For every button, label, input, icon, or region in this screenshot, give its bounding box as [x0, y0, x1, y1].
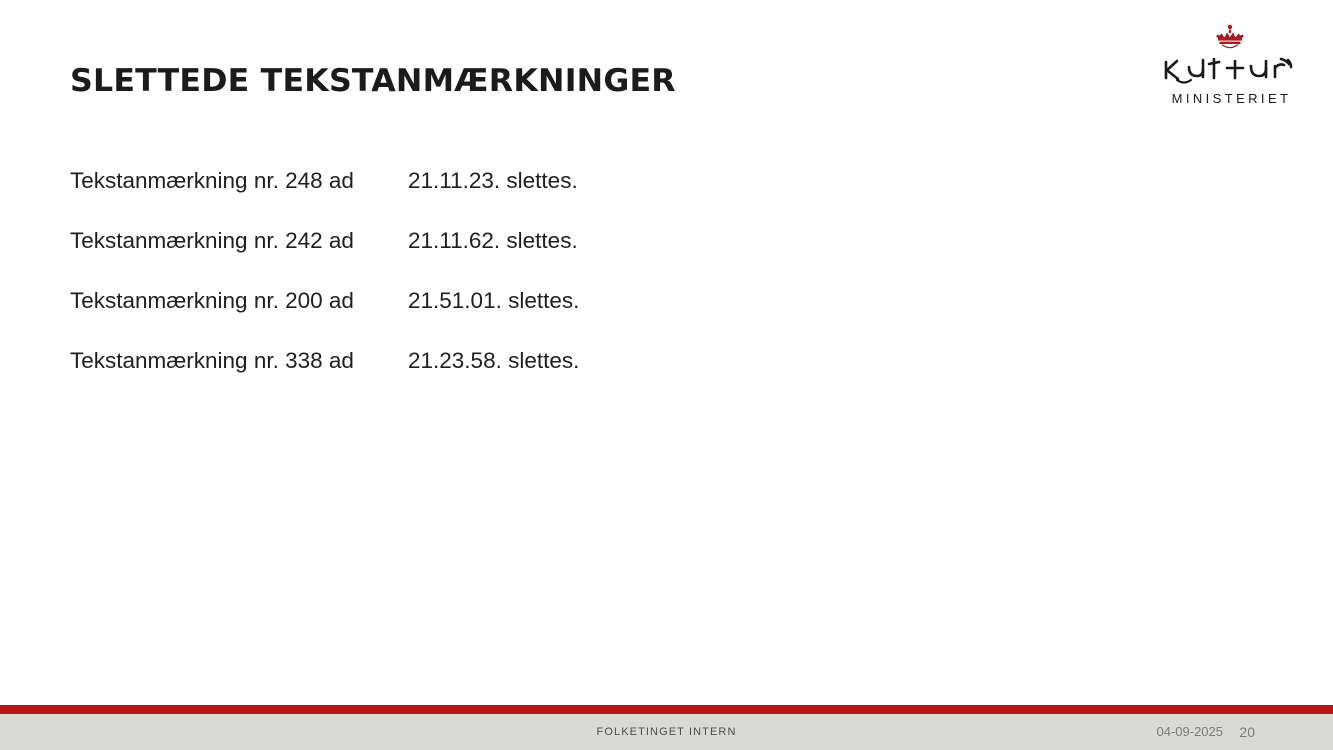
footer-date: 04-09-2025 [1156, 724, 1223, 739]
page-title: SLETTEDE TEKSTANMÆRKNINGER [70, 63, 676, 99]
footer-classification: FOLKETINGET INTERN [596, 726, 737, 738]
list-item-value: 21.23.58. slettes. [408, 348, 580, 373]
footer-page-number: 20 [1239, 724, 1255, 740]
danish-crown-icon [1213, 24, 1247, 54]
footer-accent-line [0, 705, 1333, 714]
list-item-label: Tekstanmærkning nr. 242 ad [70, 228, 354, 253]
kultur-wordmark-icon [1161, 56, 1299, 86]
list-item [70, 228, 970, 288]
ministry-logo [1155, 24, 1305, 106]
list-item-value: 21.11.23. slettes. [408, 168, 578, 193]
list-item [70, 288, 970, 348]
footer-bar [0, 714, 1333, 750]
content-list [70, 168, 970, 408]
list-item [70, 348, 970, 408]
list-item-label: Tekstanmærkning nr. 248 ad [70, 168, 354, 193]
list-item-label: Tekstanmærkning nr. 200 ad [70, 288, 354, 313]
list-item-label: Tekstanmærkning nr. 338 ad [70, 348, 354, 373]
list-item [70, 168, 970, 228]
list-item-value: 21.11.62. slettes. [408, 228, 578, 253]
list-item-value: 21.51.01. slettes. [408, 288, 580, 313]
logo-subtitle: MINISTERIET [1171, 91, 1292, 106]
